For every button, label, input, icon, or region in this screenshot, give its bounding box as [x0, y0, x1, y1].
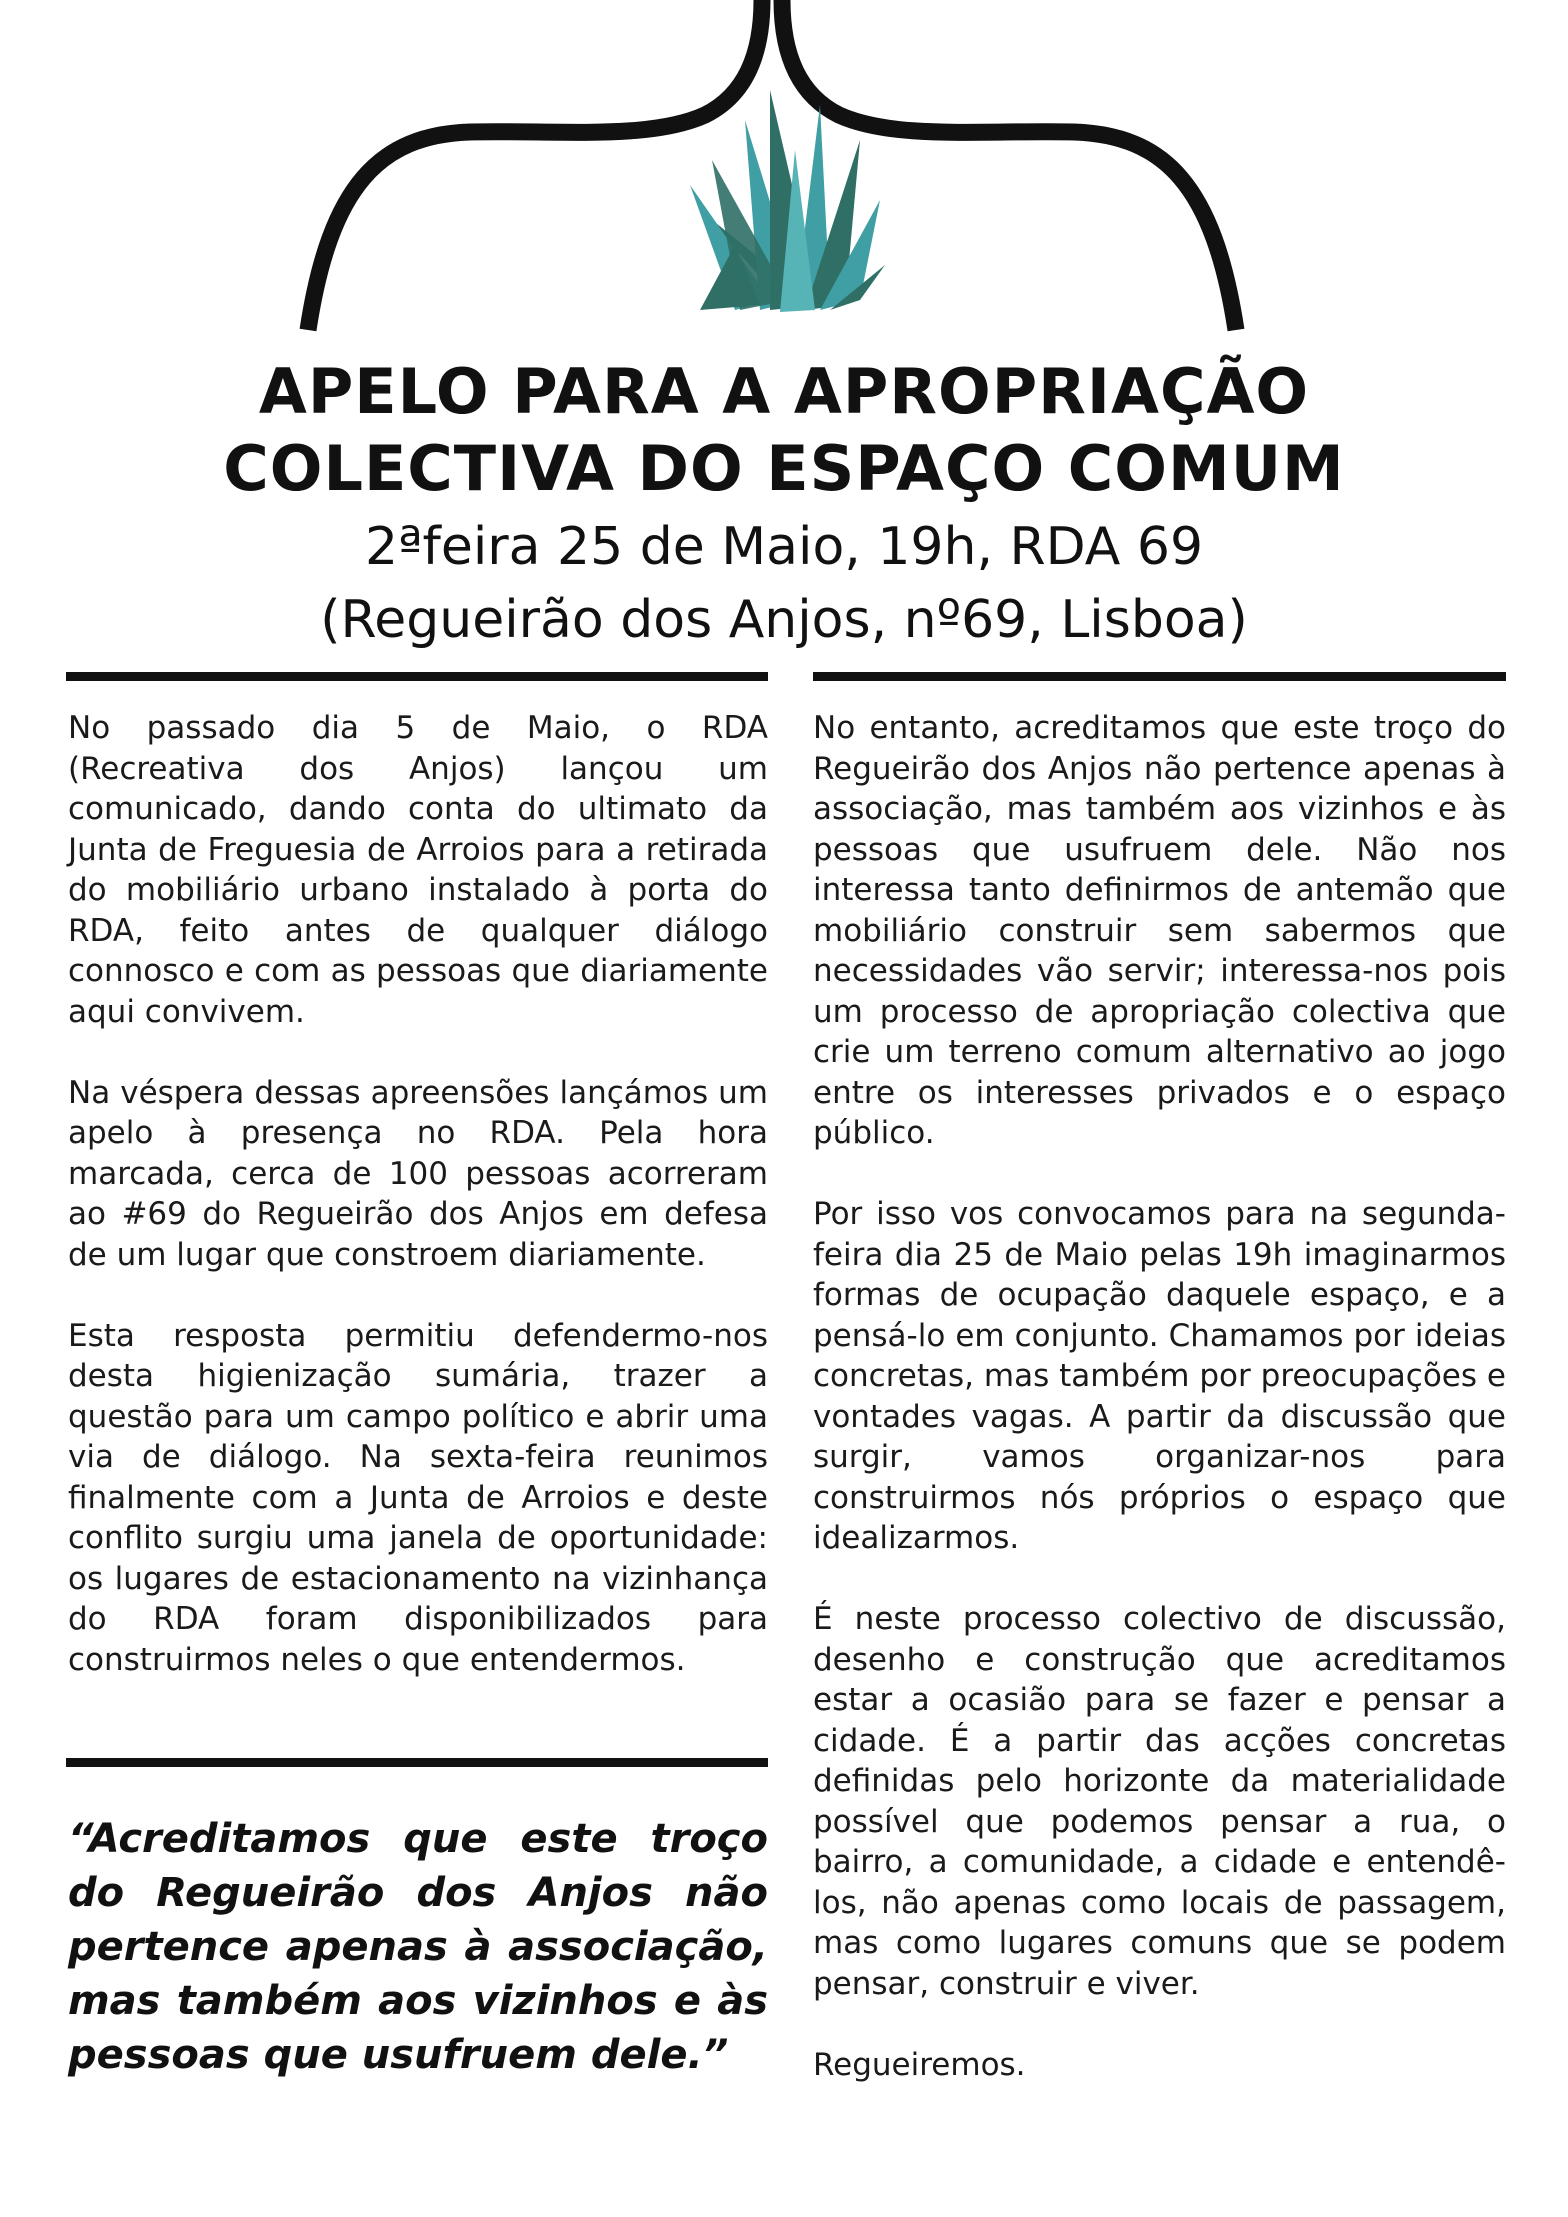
left-column: [68, 708, 768, 1721]
paragraph: No passado dia 5 de Maio, o RDA (Recreativa dos Anjos) lançou um comunicado, dando conta do ultimato da Junta de Freguesia de Arroios para a retirada do mobiliário urbano instalado à porta do RDA, feito antes de qualquer diálogo connosco e com as pessoas que diariamente aqui convivem.: [68, 710, 768, 1030]
title-line-1: APELO PARA A APROPRIAÇÃO: [258, 355, 1310, 428]
pull-quote: “Acreditamos que este troço do Regueirão dos Anjos não pertence apenas à associação, mas também aos vizinhos e às pessoas que usufruem dele.”: [68, 1816, 768, 2078]
paragraph: Esta resposta permitiu defendermo-nos desta higienização sumária, trazer a questão para um campo político e abrir uma via de diálogo. Na sexta-feira reunimos finalmente com a Junta de Arroios e deste conflito surgiu uma janela de oportunidade: os lugares de estacionamento na vizinhança do RDA foram disponibilizados para construirmos neles o que entendermos.: [68, 1317, 768, 1678]
bracket-arch-icon: [0, 0, 1568, 340]
subtitle-date: 2ªfeira 25 de Maio, 19h, RDA 69: [364, 517, 1204, 577]
right-column: [813, 708, 1506, 2126]
signoff: Regueiremos.: [813, 2046, 1026, 2083]
paragraph: Na véspera dessas apreensões lançámos um apelo à presença no RDA. Pela hora marcada, cerca de 100 pessoas acorreram ao #69 do Regueirão dos Anjos em defesa de um lugar que constroem diariamente.: [68, 1074, 768, 1273]
divider-left: [66, 672, 768, 681]
divider-right: [813, 672, 1506, 681]
divider-quote: [66, 1758, 768, 1767]
title-line-2: COLECTIVA DO ESPAÇO COMUM: [223, 432, 1345, 505]
subtitle-address: (Regueirão dos Anjos, nº69, Lisboa): [320, 590, 1248, 650]
paragraph: Por isso vos convocamos para na segunda-feira dia 25 de Maio pelas 19h imaginarmos formas de ocupação daquele espaço, e a pensá-lo em conjunto. Chamamos por ideias concretas, mas também por preocupações e vontades vagas. A partir da discussão que surgir, vamos organizar-nos para construirmos nós próprios o espaço que idealizarmos.: [813, 1196, 1506, 1556]
emblem: [0, 0, 1568, 340]
paragraph: É neste processo colectivo de discussão, desenho e construção que acreditamos estar a ocasião para se fazer e pensar a cidade. É a partir das acções concretas definidas pelo horizonte da materialidade possível que podemos pensar a rua, o bairro, a comunidade, a cidade e entendê-los, não apenas como locais de passagem, mas como lugares comuns que se podem pensar, construir e viver.: [813, 1601, 1506, 2002]
paragraph: No entanto, acreditamos que este troço do Regueirão dos Anjos não pertence apenas à associação, mas também aos vizinhos e às pessoas que usufruem dele. Não nos interessa tanto definirmos de antemão que mobiliário construir sem sabermos que necessidades vão servir; interessa-nos pois um processo de apropriação colectiva que crie um terreno comum alternativo ao jogo entre os interesses privados e o espaço público.: [813, 710, 1506, 1151]
